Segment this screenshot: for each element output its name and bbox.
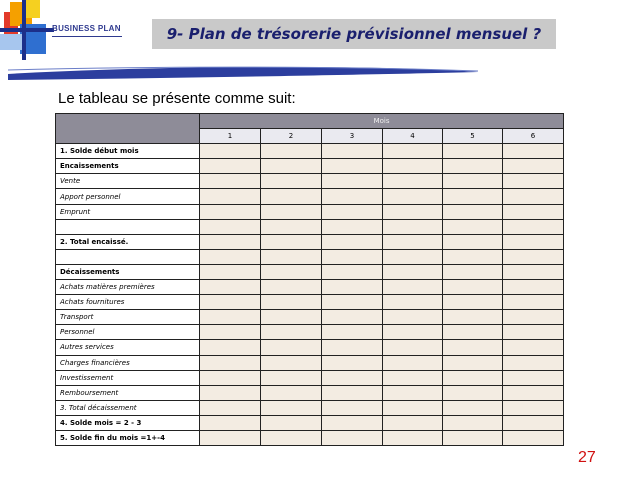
logo-bar-horizontal — [0, 28, 54, 32]
value-cell[interactable] — [383, 310, 443, 325]
table-row — [56, 189, 564, 204]
value-cell[interactable] — [383, 280, 443, 295]
value-cell[interactable] — [200, 264, 261, 279]
table-row — [56, 400, 564, 415]
value-cell[interactable] — [503, 415, 564, 430]
value-cell[interactable] — [443, 355, 503, 370]
table-row — [56, 174, 564, 189]
value-cell[interactable] — [443, 400, 503, 415]
value-cell[interactable] — [383, 430, 443, 445]
value-cell[interactable] — [261, 280, 322, 295]
value-cell[interactable] — [443, 430, 503, 445]
value-cell[interactable] — [261, 295, 322, 310]
table-row — [56, 264, 564, 279]
value-cell[interactable] — [503, 174, 564, 189]
cashflow-table — [55, 113, 564, 446]
value-cell[interactable] — [200, 174, 261, 189]
value-cell[interactable] — [261, 219, 322, 234]
value-cell[interactable] — [503, 280, 564, 295]
table-row — [56, 249, 564, 264]
row-label: Décaissements — [56, 264, 200, 279]
value-cell[interactable] — [383, 234, 443, 249]
value-cell[interactable] — [443, 280, 503, 295]
value-cell[interactable] — [443, 249, 503, 264]
row-label: Remboursement — [56, 385, 200, 400]
value-cell[interactable] — [443, 204, 503, 219]
value-cell[interactable] — [503, 264, 564, 279]
value-cell[interactable] — [383, 219, 443, 234]
value-cell[interactable] — [383, 144, 443, 159]
row-label — [56, 249, 200, 264]
row-label: Encaissements — [56, 159, 200, 174]
slide-title: 9- Plan de trésorerie prévisionnel mensuel ? — [152, 19, 556, 49]
value-cell[interactable] — [200, 280, 261, 295]
value-cell[interactable] — [322, 310, 383, 325]
month-header: 6 — [503, 129, 564, 144]
value-cell[interactable] — [322, 264, 383, 279]
value-cell[interactable] — [322, 325, 383, 340]
value-cell[interactable] — [503, 189, 564, 204]
value-cell[interactable] — [383, 189, 443, 204]
month-header: 5 — [443, 129, 503, 144]
value-cell[interactable] — [322, 295, 383, 310]
value-cell[interactable] — [443, 219, 503, 234]
value-cell[interactable] — [503, 430, 564, 445]
value-cell[interactable] — [383, 174, 443, 189]
value-cell[interactable] — [322, 144, 383, 159]
table-row — [56, 280, 564, 295]
value-cell[interactable] — [503, 355, 564, 370]
row-label: 5. Solde fin du mois =1+-4 — [56, 430, 200, 445]
value-cell[interactable] — [200, 430, 261, 445]
value-cell[interactable] — [322, 370, 383, 385]
value-cell[interactable] — [261, 204, 322, 219]
value-cell[interactable] — [322, 174, 383, 189]
table-row — [56, 234, 564, 249]
row-label: 2. Total encaissé. — [56, 234, 200, 249]
value-cell[interactable] — [443, 144, 503, 159]
value-cell[interactable] — [383, 295, 443, 310]
value-cell[interactable] — [200, 415, 261, 430]
value-cell[interactable] — [383, 325, 443, 340]
value-cell[interactable] — [383, 370, 443, 385]
value-cell[interactable] — [261, 340, 322, 355]
value-cell[interactable] — [503, 385, 564, 400]
table-corner-cell — [56, 114, 200, 144]
value-cell[interactable] — [503, 340, 564, 355]
value-cell[interactable] — [200, 325, 261, 340]
value-cell[interactable] — [322, 430, 383, 445]
value-cell[interactable] — [383, 249, 443, 264]
value-cell[interactable] — [200, 355, 261, 370]
value-cell[interactable] — [503, 219, 564, 234]
value-cell[interactable] — [443, 174, 503, 189]
value-cell[interactable] — [443, 159, 503, 174]
table-row — [56, 385, 564, 400]
value-cell[interactable] — [443, 264, 503, 279]
value-cell[interactable] — [261, 430, 322, 445]
value-cell[interactable] — [200, 310, 261, 325]
table-row — [56, 219, 564, 234]
table-row — [56, 159, 564, 174]
value-cell[interactable] — [322, 400, 383, 415]
value-cell[interactable] — [261, 370, 322, 385]
table-row — [56, 204, 564, 219]
logo-square-lightblue — [0, 34, 22, 50]
value-cell[interactable] — [443, 325, 503, 340]
value-cell[interactable] — [443, 340, 503, 355]
value-cell[interactable] — [200, 144, 261, 159]
row-label: Autres services — [56, 340, 200, 355]
value-cell[interactable] — [383, 385, 443, 400]
value-cell[interactable] — [503, 400, 564, 415]
table-row — [56, 355, 564, 370]
value-cell[interactable] — [261, 144, 322, 159]
value-cell[interactable] — [443, 189, 503, 204]
table-row — [56, 325, 564, 340]
value-cell[interactable] — [443, 295, 503, 310]
value-cell[interactable] — [503, 159, 564, 174]
business-plan-logo — [0, 0, 140, 62]
value-cell[interactable] — [200, 400, 261, 415]
table-row — [56, 310, 564, 325]
value-cell[interactable] — [383, 415, 443, 430]
table-row — [56, 144, 564, 159]
row-label: 4. Solde mois = 2 - 3 — [56, 415, 200, 430]
value-cell[interactable] — [383, 159, 443, 174]
value-cell[interactable] — [322, 234, 383, 249]
table-row — [56, 430, 564, 445]
logo-square-yellow — [26, 0, 40, 18]
value-cell[interactable] — [443, 234, 503, 249]
months-group-header: Mois — [200, 114, 564, 129]
value-cell[interactable] — [503, 310, 564, 325]
month-header: 4 — [383, 129, 443, 144]
value-cell[interactable] — [503, 370, 564, 385]
value-cell[interactable] — [261, 174, 322, 189]
value-cell[interactable] — [443, 310, 503, 325]
value-cell[interactable] — [322, 415, 383, 430]
value-cell[interactable] — [261, 325, 322, 340]
row-label — [56, 219, 200, 234]
value-cell[interactable] — [261, 385, 322, 400]
row-label: Achats fournitures — [56, 295, 200, 310]
month-header: 3 — [322, 129, 383, 144]
value-cell[interactable] — [261, 234, 322, 249]
value-cell[interactable] — [383, 264, 443, 279]
value-cell[interactable] — [200, 295, 261, 310]
value-cell[interactable] — [261, 249, 322, 264]
row-label: 1. Solde début mois — [56, 144, 200, 159]
value-cell[interactable] — [322, 385, 383, 400]
value-cell[interactable] — [261, 159, 322, 174]
month-header: 2 — [261, 129, 322, 144]
value-cell[interactable] — [503, 234, 564, 249]
value-cell[interactable] — [322, 280, 383, 295]
value-cell[interactable] — [383, 355, 443, 370]
value-cell[interactable] — [322, 189, 383, 204]
logo-underline — [52, 36, 122, 37]
row-label: Emprunt — [56, 204, 200, 219]
value-cell[interactable] — [200, 340, 261, 355]
value-cell[interactable] — [322, 159, 383, 174]
month-header: 1 — [200, 129, 261, 144]
row-label: Charges financières — [56, 355, 200, 370]
value-cell[interactable] — [261, 189, 322, 204]
value-cell[interactable] — [503, 249, 564, 264]
page-number: 27 — [578, 449, 596, 466]
value-cell[interactable] — [503, 295, 564, 310]
row-label: Personnel — [56, 325, 200, 340]
value-cell[interactable] — [261, 355, 322, 370]
value-cell[interactable] — [261, 264, 322, 279]
value-cell[interactable] — [443, 385, 503, 400]
value-cell[interactable] — [383, 340, 443, 355]
header-swoosh — [0, 60, 638, 84]
row-label: 3. Total décaissement — [56, 400, 200, 415]
row-label: Apport personnel — [56, 189, 200, 204]
value-cell[interactable] — [322, 219, 383, 234]
row-label: Transport — [56, 310, 200, 325]
table-row — [56, 370, 564, 385]
value-cell[interactable] — [200, 204, 261, 219]
value-cell[interactable] — [200, 234, 261, 249]
value-cell[interactable] — [261, 415, 322, 430]
value-cell[interactable] — [503, 144, 564, 159]
value-cell[interactable] — [443, 415, 503, 430]
value-cell[interactable] — [503, 204, 564, 219]
value-cell[interactable] — [443, 370, 503, 385]
value-cell[interactable] — [261, 310, 322, 325]
value-cell[interactable] — [322, 340, 383, 355]
value-cell[interactable] — [383, 204, 443, 219]
value-cell[interactable] — [200, 219, 261, 234]
row-label: Vente — [56, 174, 200, 189]
row-label: Investissement — [56, 370, 200, 385]
logo-text: BUSINESS PLAN — [52, 24, 121, 33]
value-cell[interactable] — [261, 400, 322, 415]
row-label: Achats matières premières — [56, 280, 200, 295]
value-cell[interactable] — [322, 249, 383, 264]
table-row — [56, 415, 564, 430]
value-cell[interactable] — [503, 325, 564, 340]
value-cell[interactable] — [200, 249, 261, 264]
value-cell[interactable] — [200, 189, 261, 204]
value-cell[interactable] — [383, 400, 443, 415]
value-cell[interactable] — [200, 370, 261, 385]
table-header-row — [56, 114, 564, 129]
table-row — [56, 295, 564, 310]
value-cell[interactable] — [200, 385, 261, 400]
intro-text: Le tableau se présente comme suit: — [58, 90, 296, 107]
value-cell[interactable] — [200, 159, 261, 174]
value-cell[interactable] — [322, 355, 383, 370]
table-row — [56, 340, 564, 355]
value-cell[interactable] — [322, 204, 383, 219]
